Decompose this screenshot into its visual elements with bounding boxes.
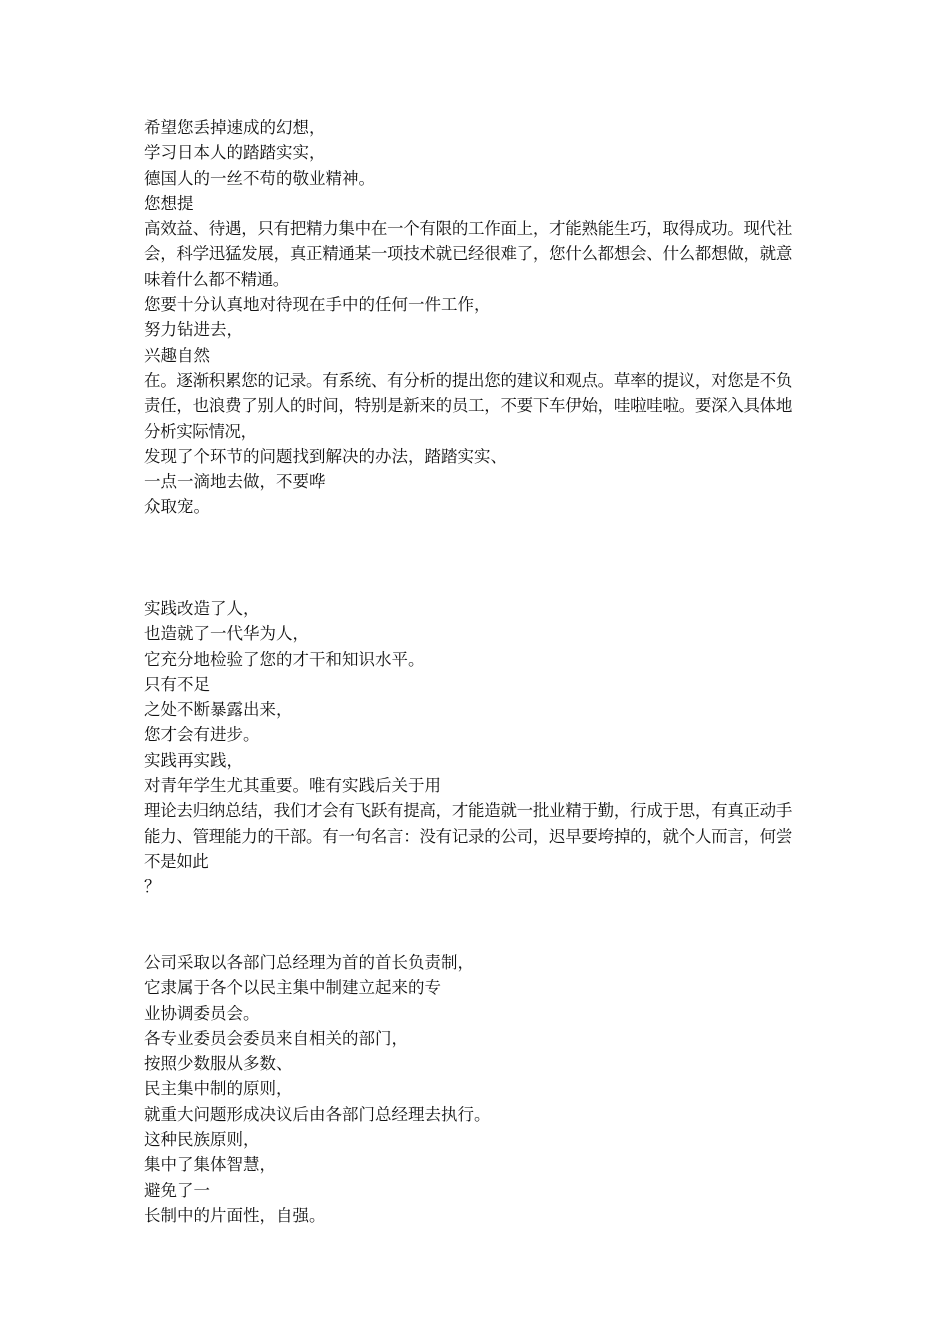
text-line: 这种民族原则， <box>144 1130 260 1150</box>
text-line: 兴趣自然 <box>144 345 210 365</box>
text-line: 长制中的片面性，自强。 <box>144 1205 326 1225</box>
text-line: 只有不足 <box>144 674 210 694</box>
text-line: 之处不断暴露出来， <box>144 700 293 720</box>
text-line: 努力钻进去， <box>144 320 243 340</box>
text-section-2 <box>144 596 792 900</box>
text-line: 也造就了一代华为人， <box>144 624 309 644</box>
text-line: 它充分地检验了您的才干和知识水平。 <box>144 649 425 669</box>
text-paragraph: 在。逐渐积累您的记录。有系统、有分析的提出您的建议和观点。草率的提议，对您是不负责任，也浪费了别人的时间，特别是新来的员工，不要下车伊始，哇啦哇啦。要深入具体地分析实际情况， <box>144 370 792 441</box>
text-line: 您想提 <box>144 193 194 213</box>
text-line: 业协调委员会。 <box>144 1003 260 1023</box>
text-line: 避免了一 <box>144 1180 210 1200</box>
text-line: 按照少数服从多数、 <box>144 1054 293 1074</box>
text-line: 它隶属于各个以民主集中制建立起来的专 <box>144 978 441 998</box>
text-line: 民主集中制的原则， <box>144 1079 293 1099</box>
text-line: 一点一滴地去做，不要哗 <box>144 472 326 492</box>
text-line: 您要十分认真地对待现在手中的任何一件工作， <box>144 295 491 315</box>
text-line: 众取宠。 <box>144 497 210 517</box>
text-line: 学习日本人的踏踏实实， <box>144 143 326 163</box>
text-section-1 <box>144 115 792 520</box>
text-section-3 <box>144 950 792 1228</box>
text-line: 公司采取以各部门总经理为首的首长负责制， <box>144 953 474 972</box>
text-line: 您才会有进步。 <box>144 725 260 745</box>
text-line: 对青年学生尤其重要。唯有实践后关于用 <box>144 776 441 796</box>
text-paragraph: 高效益、待遇，只有把精力集中在一个有限的工作面上，才能熟能生巧，取得成功。现代社会，科学迅猛发展，真正精通某一项技术就已经很难了，您什么都想会、什么都想做，就意味着什么都不精通。 <box>144 219 792 289</box>
text-line: 发现了个环节的问题找到解决的办法，踏踏实实、 <box>144 446 507 466</box>
text-paragraph: 理论去归纳总结，我们才会有飞跃有提高，才能造就一批业精于勤，行成于思，有真正动手能力、管理能力的干部。有一句名言：没有记录的公司，迟早要垮掉的，就个人而言，何尝不是如此 <box>144 801 792 871</box>
text-line: ？ <box>144 877 161 897</box>
text-line: 希望您丢掉速成的幻想， <box>144 118 326 137</box>
text-line: 就重大问题形成决议后由各部门总经理去执行。 <box>144 1104 491 1124</box>
text-line: 德国人的一丝不苟的敬业精神。 <box>144 168 375 188</box>
text-line: 集中了集体智慧， <box>144 1155 276 1175</box>
text-line: 各专业委员会委员来自相关的部门， <box>144 1028 408 1048</box>
text-line: 实践改造了人， <box>144 599 260 618</box>
text-line: 实践再实践， <box>144 750 243 770</box>
